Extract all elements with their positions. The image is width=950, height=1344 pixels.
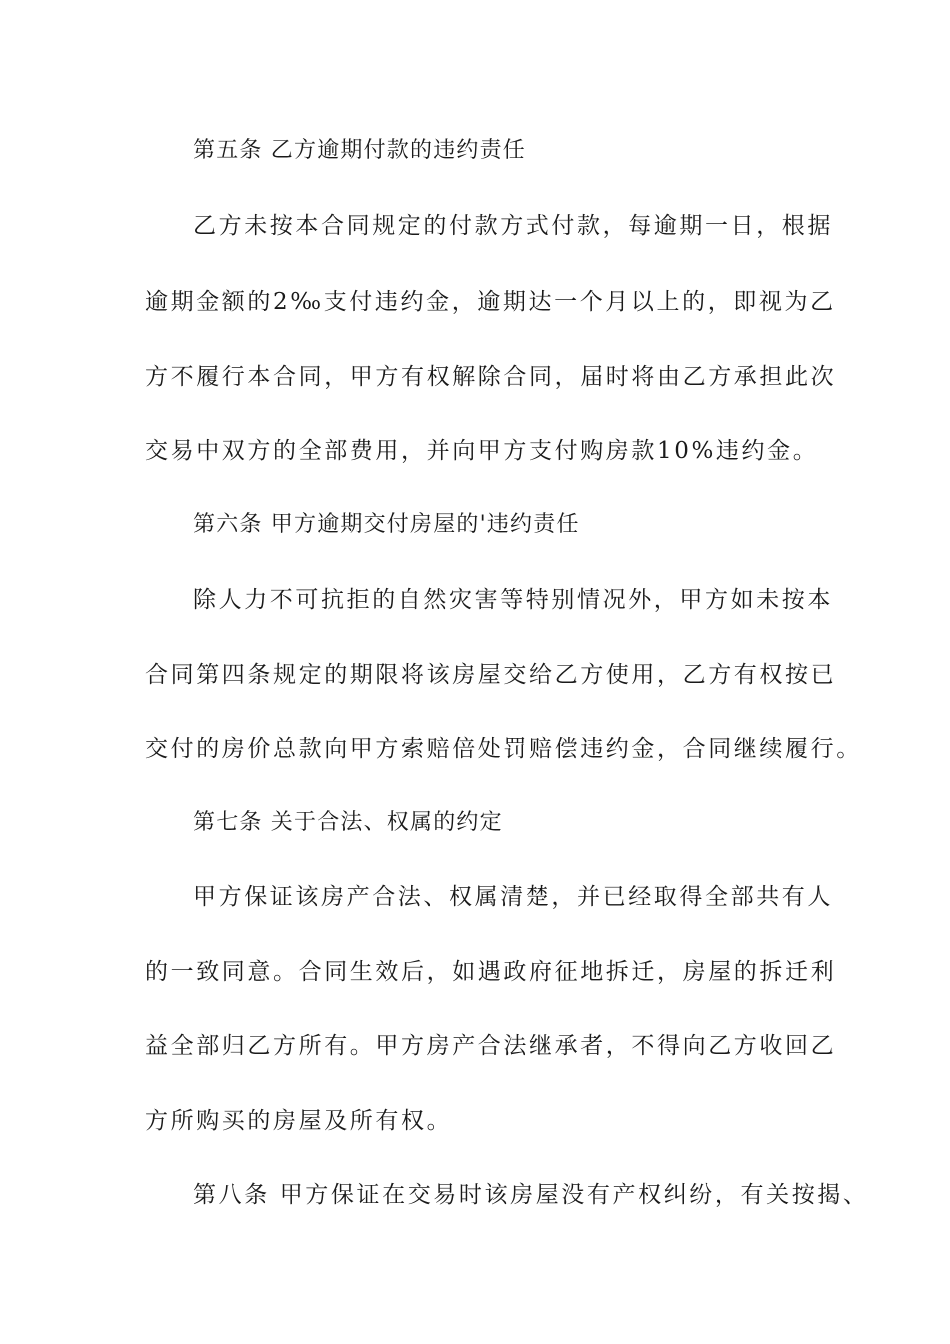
article-5-heading: 第五条 乙方逾期付款的违约责任 [193, 138, 526, 163]
paragraph-line: 甲方保证该房产合法、权属清楚，并已经取得全部共有人 [193, 884, 833, 910]
article-6-heading: 第六条 甲方逾期交付房屋的'违约责任 [193, 512, 580, 537]
paragraph-line: 乙方未按本合同规定的付款方式付款，每逾期一日，根据 [193, 213, 833, 239]
paragraph-line: 交易中双方的全部费用，并向甲方支付购房款10%违约金。 [145, 438, 819, 464]
paragraph-line: 逾期金额的2‰支付违约金，逾期达一个月以上的，即视为乙 [145, 289, 836, 315]
paragraph-line: 除人力不可抗拒的自然灾害等特别情况外，甲方如未按本 [193, 587, 833, 613]
paragraph-line: 方所购买的房屋及所有权。 [145, 1108, 453, 1134]
paragraph-line: 方不履行本合同，甲方有权解除合同，届时将由乙方承担此次 [145, 364, 837, 390]
paragraph-line: 的一致同意。合同生效后，如遇政府征地拆迁，房屋的拆迁利 [145, 959, 837, 985]
paragraph-line: 交付的房价总款向甲方索赔倍处罚赔偿违约金，合同继续履行。 [145, 736, 862, 762]
article-8-line: 第八条 甲方保证在交易时该房屋没有产权纠纷，有关按揭、 [193, 1182, 869, 1208]
paragraph-line: 益全部归乙方所有。甲方房产合法继承者，不得向乙方收回乙 [145, 1033, 837, 1059]
paragraph-line: 合同第四条规定的期限将该房屋交给乙方使用，乙方有权按已 [145, 662, 837, 688]
article-7-heading: 第七条 关于合法、权属的约定 [193, 810, 503, 835]
